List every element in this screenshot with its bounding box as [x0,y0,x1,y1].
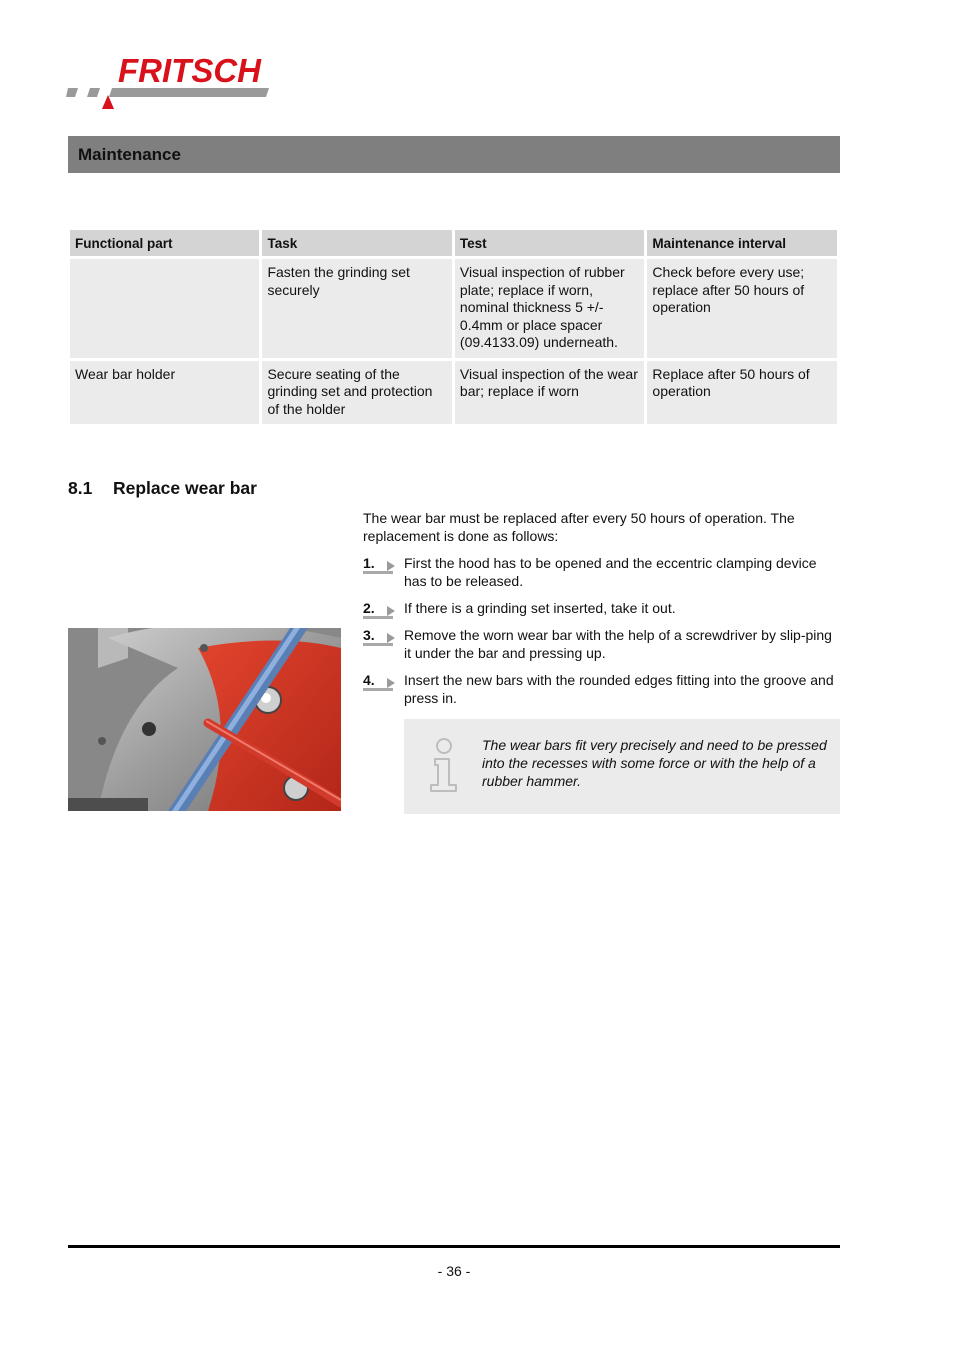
arrow-icon [387,606,395,616]
section-number: 8.1 [68,478,93,498]
table-row [70,259,837,358]
step-marker [363,554,397,574]
step-text: If there is a grinding set inserted, take it out. [404,600,676,616]
step-text: Remove the worn wear bar with the help of a screwdriver by slip-ping it under the bar and pressing up. [404,627,832,661]
step-text: First the hood has to be opened and the eccentric clamping device has to be released. [404,555,817,589]
table-cell: Secure seating of the grinding set and protection of the holder [262,361,451,425]
table-row [70,361,837,425]
section-heading [68,478,257,499]
arrow-icon [387,678,395,688]
header-maintenance-interval: Maintenance interval [647,230,837,256]
list-item [363,671,841,707]
wear-bar-photo [68,628,341,811]
footer-divider [68,1245,840,1248]
step-marker [363,599,397,619]
brand-text: FRITSCH [118,52,261,89]
table-cell [70,259,259,358]
step-number: 1. [363,555,375,571]
table-cell: Visual inspection of the wear bar; replace if worn [455,361,645,425]
info-note-text: The wear bars fit very precisely and need to be pressed into the recesses with some force or with the help of a rubber hammer. [482,737,827,789]
header-task: Task [262,230,451,256]
maintenance-table [67,227,840,427]
step-marker [363,626,397,646]
table-header-row [70,230,837,256]
table-cell: Replace after 50 hours of operation [647,361,837,425]
step-number: 2. [363,600,375,616]
fritsch-logo-graphic [66,50,286,112]
step-list [363,554,841,716]
header-test: Test [455,230,645,256]
arrow-icon [387,633,395,643]
list-item [363,554,841,590]
intro-paragraph: The wear bar must be replaced after every 50 hours of operation. The replacement is done as follows: [363,510,795,544]
table-cell: Fasten the grinding set securely [262,259,451,358]
info-note [404,719,840,814]
arrow-icon [387,561,395,571]
section-heading-title: Replace wear bar [113,478,257,498]
table-cell: Visual inspection of rubber plate; replace if worn, nominal thickness 5 +/- 0.4mm or place spacer (09.4133.09) underneath. [455,259,645,358]
info-icon [428,737,460,793]
list-item [363,626,841,662]
fritsch-logo [66,50,286,112]
list-item [363,599,841,617]
section-header-bar [68,136,840,173]
header-functional-part: Functional part [70,230,259,256]
table-cell: Check before every use; replace after 50 hours of operation [647,259,837,358]
step-text: Insert the new bars with the rounded edges fitting into the groove and press in. [404,672,834,706]
step-number: 3. [363,627,375,643]
page-number: - 36 - [437,1263,471,1279]
section-title: Maintenance [78,144,181,164]
table-cell: Wear bar holder [70,361,259,425]
step-marker [363,671,397,691]
step-number: 4. [363,672,375,688]
wear-bar-photo-graphic [68,628,341,811]
